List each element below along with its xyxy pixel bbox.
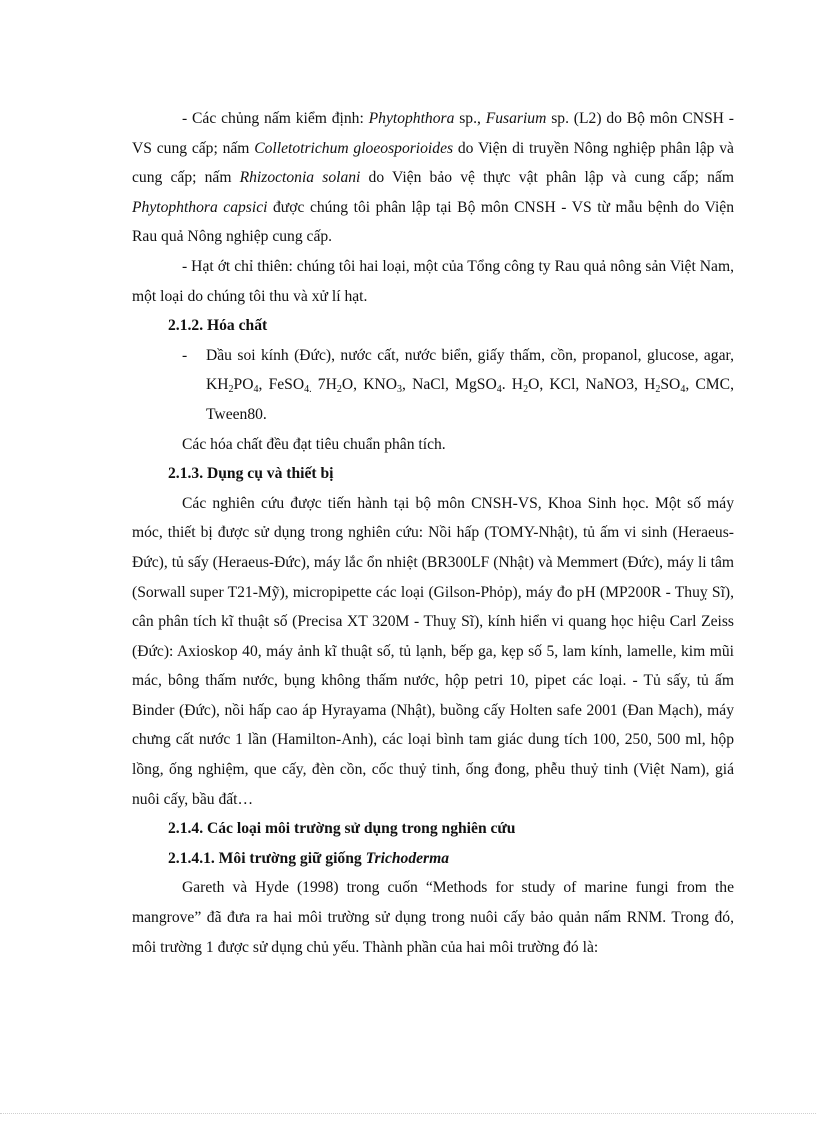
list-dash: - <box>182 346 188 364</box>
chemicals-list-item: - Dầu soi kính (Đức), nước cất, nước biển, giấy thấm, cồn, propanol, glucose, agar, $KH_2PO_4$, FeSO$_{4.}$ $7H_2O$, $KNO_3$, NaCl, MgSO$_4$. $H_2O$, KCl, NaNO3, $H_2SO_4$, CMC, Tween80. <box>132 341 734 430</box>
paragraph-equipment: Các nghiên cứu được tiến hành tại bộ môn CNSH-VS, Khoa Sinh học. Một số máy móc, thiết bị được sử dụng trong nghiên cứu: Nồi hấp (TOMY-Nhật), tủ ấm vi sinh (Heraeus-Đức), tủ sấy (Heraeus-Đức), máy lắc ổn nhiệt (BR300LF (Nhật) và Memmert (Đức), máy li tâm (Sorwall super T21-Mỹ), micropipette các loại (Gilson-Phỏp), máy đo pH (MP200R - Thuỵ Sĩ), cân phân tích kĩ thuật số (Precisa XT 320M - Thuỵ Sĩ), kính hiển vi quang học hiệu Carl Zeiss (Đức): Axioskop 40, máy ảnh kĩ thuật số, tủ lạnh, bếp ga, kẹp số 5, lam kính, lamelle, kim mũi mác, bông thấm nước, bụng không thấm nước, hộp petri 10, pipet các loại. - Tủ sấy, tủ ấm Binder (Đức), nồi hấp cao áp Hyrayama (Nhật), buồng cấy Holten safe 2001 (Đan Mạch), máy chưng cất nước 1 lần (Hamilton-Anh), các loại bình tam giác dung tích 100, 250, 500 ml, hộp lồng, ống nghiệm, que cấy, đèn cồn, cốc thuỷ tinh, ống đong, phễu thuỷ tinh (Việt Nam), giá nuôi cấy, bầu đất… <box>132 494 734 808</box>
page-bottom-rule <box>0 1113 816 1114</box>
chemicals-note: Các hóa chất đều đạt tiêu chuẩn phân tích. <box>182 435 446 453</box>
genus-name: Trichoderma <box>365 849 450 867</box>
paragraph-media: Gareth và Hyde (1998) trong cuốn “Methods for study of marine fungi from the mangrove” đã đưa ra hai môi trường sử dụng trong nuôi cấy bảo quản nấm RNM. Trong đó, môi trường 1 được sử dụng chủ yếu. Thành phần của hai môi trường đó là: <box>132 879 734 956</box>
species-name: Rhizoctonia solani <box>239 169 361 187</box>
heading-2-1-3: 2.1.3. Dụng cụ và thiết bị <box>168 465 334 483</box>
heading-2-1-2: 2.1.2. Hóa chất <box>168 317 268 335</box>
species-name: Phytophthora capsici <box>132 198 268 216</box>
species-name: Fusarium <box>485 110 547 127</box>
paragraph-test-fungi: - Các chủng nấm kiểm định: Phytophthora sp., Fusarium sp. (L2) do Bộ môn CNSH - VS cung cấp; nấm Colletotrichum gloeosporioides do Viện di truyền Nông nghiệp phân lập và cung cấp; nấm Rhizoctonia solani do Viện bảo vệ thực vật phân lập và cung cấp; nấm Phytophthora capsici được chúng tôi phân lập tại Bộ môn CNSH - VS từ mẫu bệnh do Viện Rau quả Nông nghiệp cung cấp. <box>132 110 734 246</box>
heading-2-1-4: 2.1.4. Các loại môi trường sử dụng trong nghiên cứu <box>168 820 516 838</box>
page-body <box>132 104 734 962</box>
species-name: Colletotrichum gloeosporioides <box>254 139 454 157</box>
heading-2-1-4-1: 2.1.4.1. Môi trường giữ giống Trichoderma <box>168 849 450 867</box>
species-name: Phytophthora <box>368 110 455 127</box>
paragraph-chili-seeds: - Hạt ớt chỉ thiên: chúng tôi hai loại, một của Tổng công ty Rau quả nông sản Việt Nam, một loại do chúng tôi thu và xử lí hạt. <box>132 257 734 305</box>
